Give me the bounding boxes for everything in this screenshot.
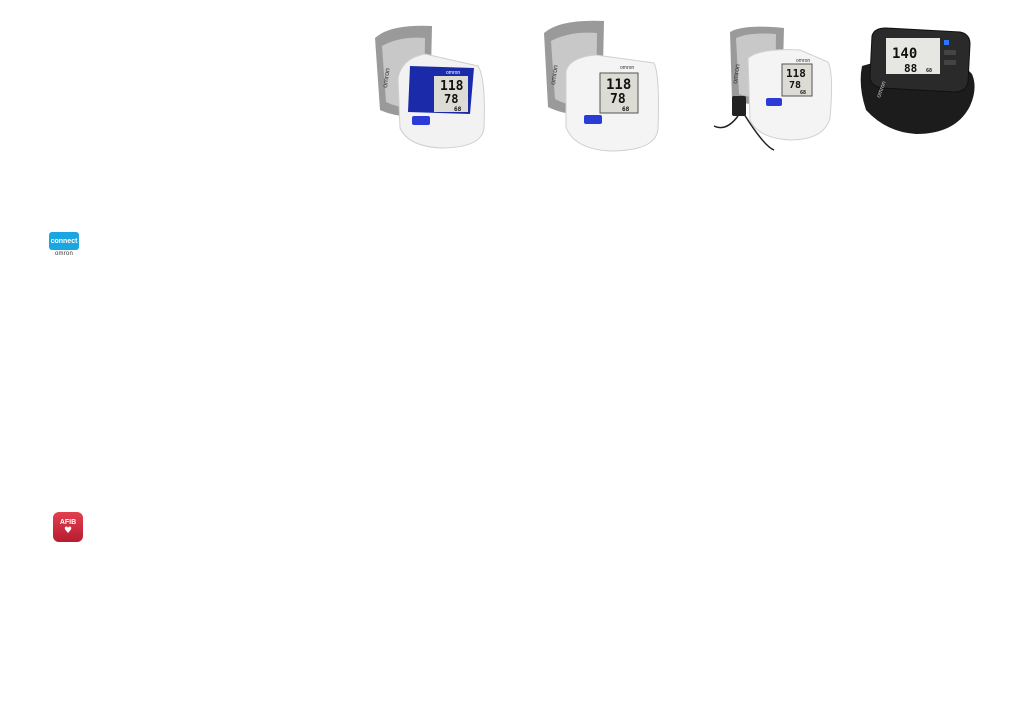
pulse-reading: 68	[800, 90, 807, 96]
start-button	[766, 98, 782, 106]
cuff-brand-label: omron	[382, 67, 392, 89]
cuff-brand-label: omron	[550, 64, 560, 86]
blood-pressure-monitor-with-adapter	[704, 22, 840, 158]
start-button	[944, 60, 956, 65]
cuff-brand-label: omron	[732, 63, 742, 85]
afib-label: AFIB	[59, 518, 77, 526]
blood-pressure-monitor-blue	[370, 18, 488, 154]
blood-pressure-monitor-white	[540, 15, 662, 155]
systolic-reading: 118	[440, 79, 464, 94]
diastolic-reading: 88	[904, 62, 918, 75]
afib-app-icon[interactable]	[53, 512, 83, 542]
pulse-reading: 68	[926, 68, 933, 74]
omron-brand-label: omron	[54, 251, 73, 257]
connect-label: connect	[50, 237, 78, 245]
systolic-reading: 140	[892, 46, 918, 62]
device-brand-label: omron	[446, 70, 461, 76]
pulse-reading: 68	[622, 106, 630, 113]
start-button	[412, 116, 430, 125]
heart-icon: ♥	[63, 525, 73, 536]
connect-tile	[49, 232, 79, 250]
diastolic-reading: 78	[789, 80, 802, 91]
start-button	[584, 115, 602, 124]
diastolic-reading: 78	[610, 92, 626, 107]
omron-connect-app-icon[interactable]	[49, 232, 79, 258]
systolic-reading: 118	[606, 77, 632, 93]
device-brand-label: omron	[876, 80, 888, 99]
memory-button	[944, 50, 956, 55]
pulse-reading: 68	[454, 106, 462, 113]
indicator-light	[944, 40, 949, 45]
device-brand-label: omron	[796, 58, 811, 64]
device-brand-label: omron	[620, 65, 635, 71]
wrist-blood-pressure-monitor	[856, 26, 978, 138]
power-adapter	[732, 96, 746, 116]
diastolic-reading: 78	[444, 92, 459, 106]
systolic-reading: 118	[786, 67, 806, 80]
